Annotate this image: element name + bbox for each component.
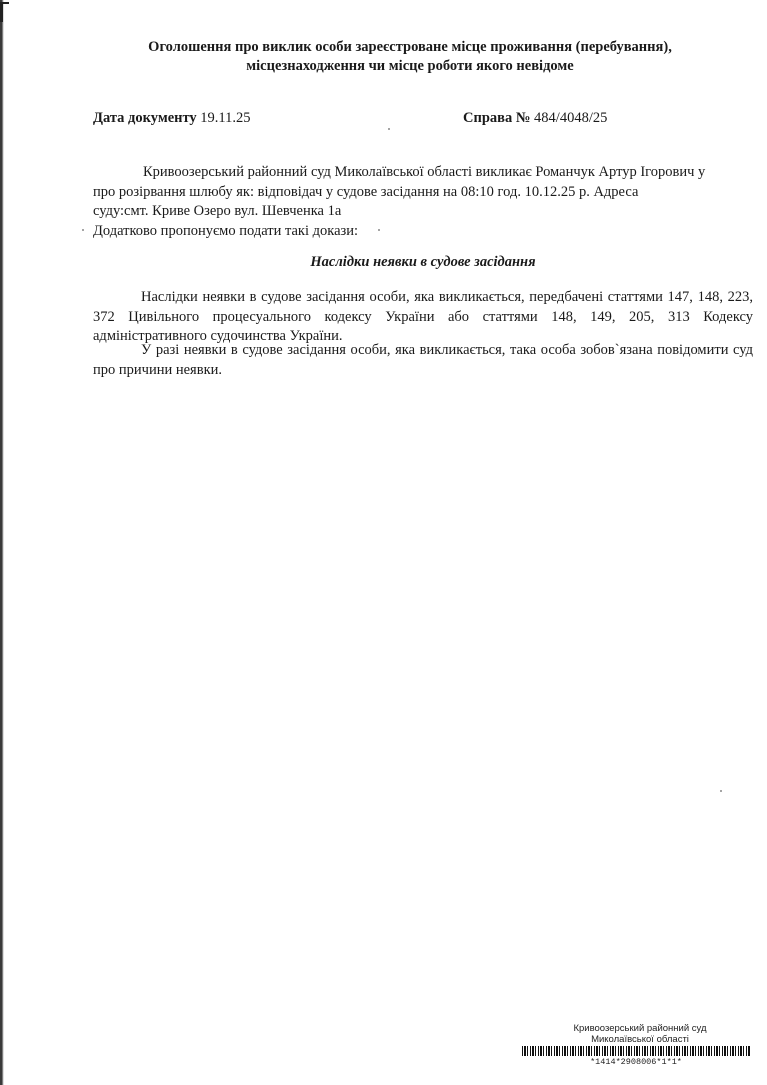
scan-speck <box>378 229 380 231</box>
consequences-paragraph-1 <box>93 288 753 347</box>
scan-edge <box>0 0 4 1085</box>
document-date <box>93 110 251 127</box>
scan-speck <box>388 128 390 130</box>
scan-speck <box>82 229 84 231</box>
summons-text <box>93 163 753 241</box>
barcode-number: *1414*2908006*1*1* <box>590 1057 682 1067</box>
consequences-title: Наслідки неявки в судове засідання <box>310 254 536 270</box>
consequences-paragraph-2 <box>93 341 753 380</box>
document-title <box>110 38 710 76</box>
document-title-line1: Оголошення про виклик особи зареєстроване місце проживання (перебування), <box>148 39 672 55</box>
document-title-line2: місцезнаходження чи місце роботи якого невідоме <box>246 58 574 74</box>
summons-line1 <box>93 163 753 183</box>
court-stamp-line1: Кривоозерський районний суд <box>573 1023 707 1034</box>
case-number-label: Справа № <box>463 110 531 126</box>
case-number <box>463 110 607 127</box>
case-number-value: 484/4048/25 <box>534 110 608 126</box>
summons-line1-text: Кривоозерський районний суд Миколаївської області викликає Романчук Артур Ігорович у <box>143 164 706 180</box>
summons-line3: суду:смт. Криве Озеро вул. Шевченка 1а <box>93 203 342 219</box>
summons-line2: про розірвання шлюбу як: відповідач у судове засідання на 08:10 год. 10.12.25 р. Адреса <box>93 183 639 200</box>
court-stamp <box>520 1023 760 1045</box>
court-stamp-line2: Миколаївської області <box>591 1034 689 1045</box>
consequences-paragraph-2-text: У разі неявки в судове засідання особи, яка викликається, така особа зобов`язана повідомити суд про причини неявки. <box>93 342 753 378</box>
scan-speck <box>720 790 722 792</box>
consequences-paragraph-1-text: Наслідки неявки в судове засідання особи, яка викликається, передбачені статтями 147, 148, 223, 372 Цивільного процесуального кодексу України або статтями 148, 149, 205, 313 Кодексу адміністративного судочинства України. <box>93 289 753 344</box>
document-date-value: 19.11.25 <box>200 110 251 126</box>
summons-line4: Додатково пропонуємо подати такі докази: <box>93 222 359 239</box>
barcode <box>522 1046 750 1056</box>
document-date-label: Дата документу <box>93 110 197 126</box>
scan-corner-mark <box>0 2 9 22</box>
